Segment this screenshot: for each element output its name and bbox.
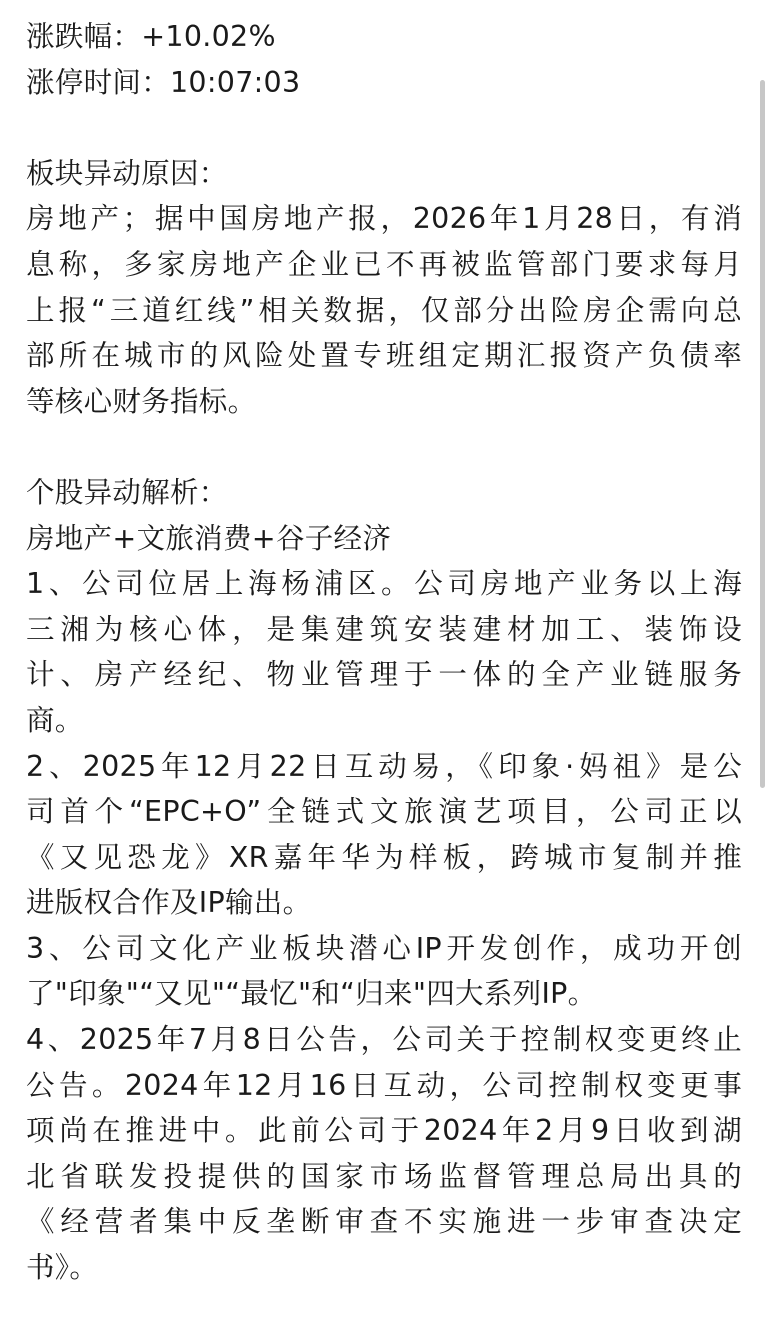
stock-analysis-line: 项尚在推进中。此前公司于2024年2月9日收到湖 [26,1114,742,1148]
stock-analysis-line: 3、公司文化产业板块潜心IP开发创作，成功开创 [26,931,742,965]
sector-reason-line: 房地产；据中国房地产报，2026年1月28日，有消 [26,202,742,236]
stock-analysis-line: 北省联发投提供的国家市场监督管理总局出具的 [26,1159,742,1193]
stock-analysis-line: 公告。2024年12月16日互动，公司控制权变更事 [26,1068,742,1102]
stock-concept-tags: 房地产+文旅消费+谷子经济 [26,521,392,555]
sector-reason-heading: 板块异动原因： [26,156,228,190]
sector-reason-line: 部所在城市的风险处置专班组定期汇报资产负债率 [26,339,742,373]
spacer [26,424,742,470]
stock-analysis-line: 了"印象"“又见"“最忆"和“归来"四大系列IP。 [26,977,597,1011]
sector-reason-line: 上报“三道红线”相关数据，仅部分出险房企需向总 [26,293,742,327]
spacer [26,105,742,151]
stock-analysis-line: 《又见恐龙》XR嘉年华为样板，跨城市复制并推 [26,840,742,874]
stock-analysis-line: 进版权合作及IP输出。 [26,886,312,920]
stock-analysis-line: 司首个“EPC+O”全链式文旅演艺项目，公司正以 [26,795,742,829]
stock-analysis-line: 书》。 [26,1251,99,1285]
article-body [26,14,742,1291]
stock-analysis-heading: 个股异动解析： [26,475,228,509]
stock-analysis-line: 商。 [26,703,84,737]
stock-analysis-line: 1、公司位居上海杨浦区。公司房地产业务以上海 [26,567,742,601]
sector-reason-line: 等核心财务指标。 [26,384,257,418]
sector-reason-line: 息称，多家房地产企业已不再被监管部门要求每月 [26,247,742,281]
price-change-line: 涨跌幅：+10.02% [26,20,276,53]
stock-analysis-line: 三湘为核心体，是集建筑安装建材加工、装饰设 [26,612,742,646]
stock-analysis-line: 2、2025年12月22日互动易，《印象·妈祖》是公 [26,749,742,783]
vertical-scrollbar[interactable] [756,0,768,1317]
stock-analysis-line: 计、房产经纪、物业管理于一体的全产业链服务 [26,658,742,692]
scrollbar-thumb[interactable] [760,80,765,788]
stock-analysis-line: 《经营者集中反垄断审查不实施进一步审查决定 [26,1205,742,1239]
limit-up-time-line: 涨停时间：10:07:03 [26,65,301,99]
stock-analysis-line: 4、2025年7月8日公告，公司关于控制权变更终止 [26,1023,742,1057]
